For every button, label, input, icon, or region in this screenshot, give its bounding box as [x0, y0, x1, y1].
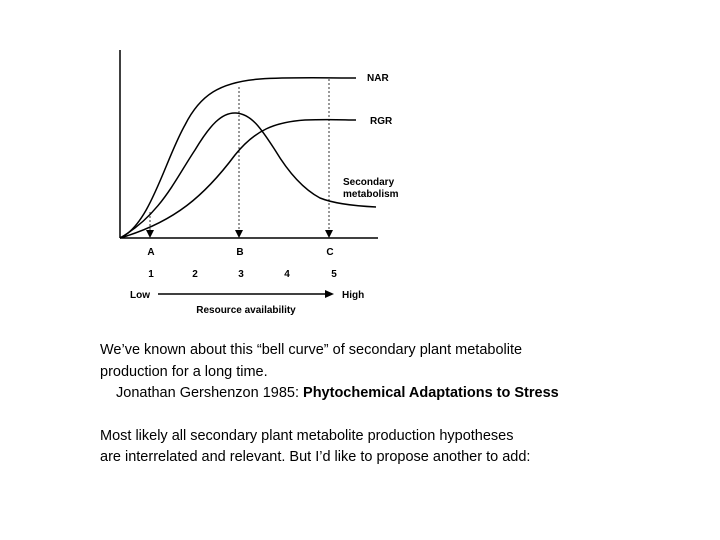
caption-text [100, 340, 660, 469]
rgr-curve [120, 120, 356, 238]
point-label-a: A [147, 247, 155, 258]
caption-line-2: production for a long time. [100, 363, 268, 380]
guide-arrow-b [235, 230, 243, 238]
axis-high-label: High [342, 290, 365, 301]
guide-arrow-c [325, 230, 333, 238]
nar-curve [120, 78, 356, 238]
scale-label-2: 2 [192, 269, 198, 280]
paragraph-2-line-1: Most likely all secondary plant metabolite production hypotheses [100, 427, 514, 444]
secondary-metabolism-curve [120, 113, 376, 238]
point-label-b: B [236, 247, 244, 258]
citation-title: Phytochemical Adaptations to Stress [303, 385, 559, 401]
guide-arrow-a [146, 230, 154, 238]
axis-title: Resource availability [196, 305, 296, 316]
citation-author: Jonathan Gershenzon 1985: [116, 385, 304, 401]
scale-label-3: 3 [238, 269, 244, 280]
caption-line-1: We’ve known about this “bell curve” of secondary plant metabolite [100, 342, 523, 358]
citation [100, 383, 660, 405]
rgr-label: RGR [370, 116, 393, 127]
nar-label: NAR [367, 73, 389, 84]
resource-arrow-head [325, 290, 334, 298]
secondary-label-line2: metabolism [343, 189, 399, 200]
point-label-c: C [326, 247, 334, 258]
secondary-label-line1: Secondary [343, 177, 395, 188]
scale-label-1: 1 [148, 269, 154, 280]
paragraph-2-line-2: are interrelated and relevant. But I’d like to propose another to add: [100, 449, 531, 465]
scale-label-4: 4 [284, 269, 290, 280]
axis-low-label: Low [130, 290, 150, 301]
scale-label-5: 5 [331, 269, 337, 280]
